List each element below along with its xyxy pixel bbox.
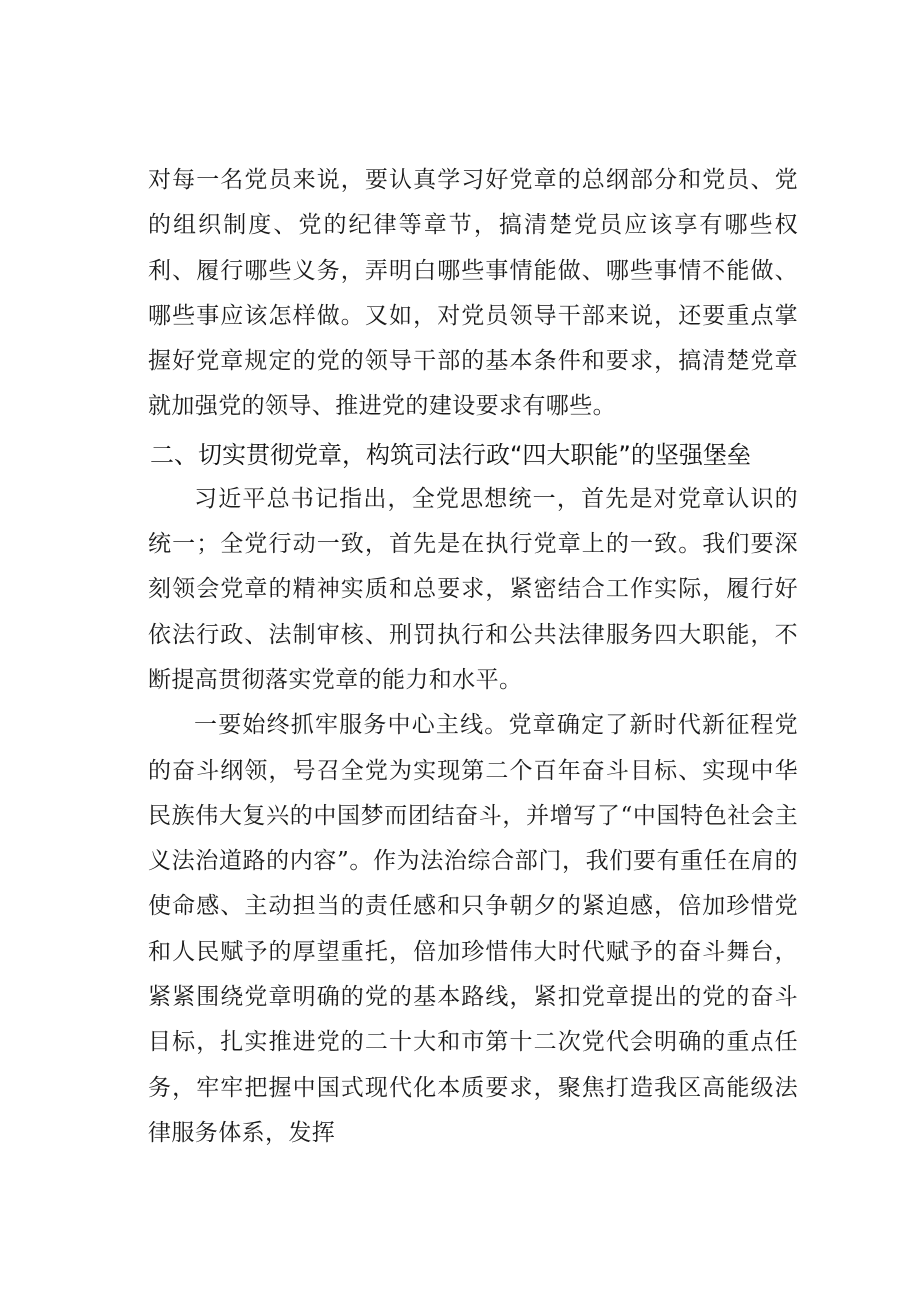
document-body (148, 158, 798, 1156)
section-heading: 二、切实贯彻党章，构筑司法行政“四大职能”的坚强堡垒 (150, 440, 751, 469)
paragraph-intro: 习近平总书记指出，全党思想统一，首先是对党章认识的统一；全党行动一致，首先是在执行党章上的一致。我们要深刻领会党章的精神实质和总要求，紧密结合工作实际，履行好依法行政、法制审核、刑罚执行和公共法律服务四大职能，不断提高贯彻落实党章的能力和水平。 (148, 485, 798, 693)
paragraph-continued: 对每一名党员来说，要认真学习好党章的总纲部分和党员、党的组织制度、党的纪律等章节，搞清楚党员应该享有哪些权利、履行哪些义务，弄明白哪些事情能做、哪些事情不能做、哪些事应该怎样做。又如，对党员领导干部来说，还要重点掌握好党章规定的党的领导干部的基本条件和要求，搞清楚党章就加强党的领导、推进党的建设要求有哪些。 (148, 167, 798, 420)
paragraph-point-one: 一要始终抓牢服务中心主线。党章确定了新时代新征程党的奋斗纲领，号召全党为实现第二个百年奋斗目标、实现中华民族伟大复兴的中国梦而团结奋斗，并增写了“中国特色社会主义法治道路的内容”。作为法治综合部门，我们要有重任在肩的使命感、主动担当的责任感和只争朝夕的紧迫感，倍加珍惜党和人民赋予的厚望重托，倍加珍惜伟大时代赋予的奋斗舞台，紧紧围绕党章明确的党的基本路线，紧扣党章提出的党的奋斗目标，扎实推进党的二十大和市第十二次党代会明确的重点任务，牢牢把握中国式现代化本质要求，聚焦打造我区高能级法律服务体系，发挥 (148, 712, 798, 1146)
